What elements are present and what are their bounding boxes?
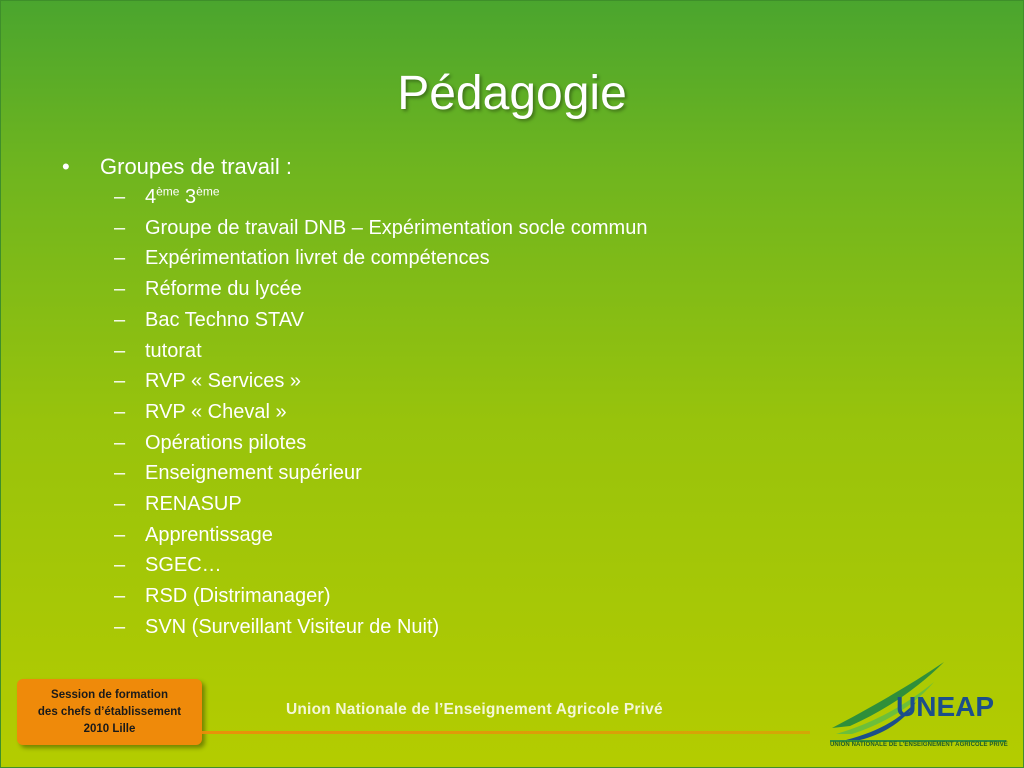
list-item [114, 305, 962, 336]
list-item [114, 520, 962, 551]
list-item [114, 428, 962, 459]
organization-name: Union Nationale de l’Enseignement Agricole Privé [286, 701, 663, 718]
footer-divider [200, 731, 810, 734]
dash-icon: – [114, 615, 126, 638]
session-line-2: des chefs d’établissement [37, 705, 182, 718]
list-item [114, 489, 962, 520]
grade-sup-2: ème [196, 184, 220, 199]
dash-icon: – [114, 247, 126, 270]
list-item [114, 274, 962, 305]
list-item [114, 397, 962, 428]
list-item [114, 213, 962, 244]
list-item-label: Expérimentation livret de compétences [145, 247, 490, 270]
list-item-label: Groupe de travail DNB – Expérimentation socle commun [145, 216, 648, 239]
list-item-label: Opérations pilotes [145, 431, 307, 454]
grades-text [145, 182, 220, 213]
dash-icon: – [114, 585, 126, 608]
dash-icon: – [114, 523, 126, 546]
dash-icon: – [114, 400, 126, 423]
list-item-label: RSD (Distrimanager) [145, 585, 331, 608]
dash-icon: – [114, 308, 126, 331]
list-item [114, 550, 962, 581]
dash-icon: – [114, 216, 126, 239]
grade-sup-1: ème [156, 184, 180, 199]
list-item [114, 458, 962, 489]
list-item-label: tutorat [145, 339, 202, 362]
list-item-label: Bac Techno STAV [145, 308, 304, 331]
dash-icon: – [114, 186, 126, 208]
grade-num-2: 3 [185, 186, 197, 208]
slide-title: Pédagogie [397, 67, 627, 120]
session-badge [17, 679, 202, 745]
grade-num-1: 4 [145, 186, 157, 208]
list-item-label: Enseignement supérieur [145, 462, 362, 485]
list-item-grades [114, 182, 962, 213]
dash-icon: – [114, 339, 126, 362]
dash-icon: – [114, 493, 126, 516]
logo-text: UNEAP [896, 691, 995, 722]
session-line-1: Session de formation [51, 688, 168, 701]
list-item-label: RVP « Services » [145, 370, 302, 393]
main-bullet-label: Groupes de travail : [100, 154, 292, 179]
dash-icon: – [114, 431, 126, 454]
list-item-label: RENASUP [145, 493, 242, 516]
list-item [114, 243, 962, 274]
list-item [114, 366, 962, 397]
logo-caption: UNION NATIONALE DE L'ENSEIGNEMENT AGRICOLE PRIVÉ [830, 742, 1008, 748]
list-item-label: Apprentissage [145, 523, 273, 546]
sub-list [114, 182, 962, 643]
bullet-dot-icon: • [62, 154, 70, 179]
list-item [114, 336, 962, 367]
uneap-logo-icon [826, 658, 1016, 753]
dash-icon: – [114, 370, 126, 393]
dash-icon: – [114, 278, 126, 301]
session-line-3: 2010 Lille [83, 722, 136, 735]
slide-content [62, 152, 962, 643]
main-bullet [62, 152, 962, 182]
list-item [114, 581, 962, 612]
dash-icon: – [114, 554, 126, 577]
list-item-label: SGEC… [145, 554, 222, 577]
list-item-label: RVP « Cheval » [145, 400, 287, 423]
list-item [114, 612, 962, 643]
list-item-label: Réforme du lycée [145, 278, 302, 301]
list-item-label: SVN (Surveillant Visiteur de Nuit) [145, 615, 440, 638]
dash-icon: – [114, 462, 126, 485]
